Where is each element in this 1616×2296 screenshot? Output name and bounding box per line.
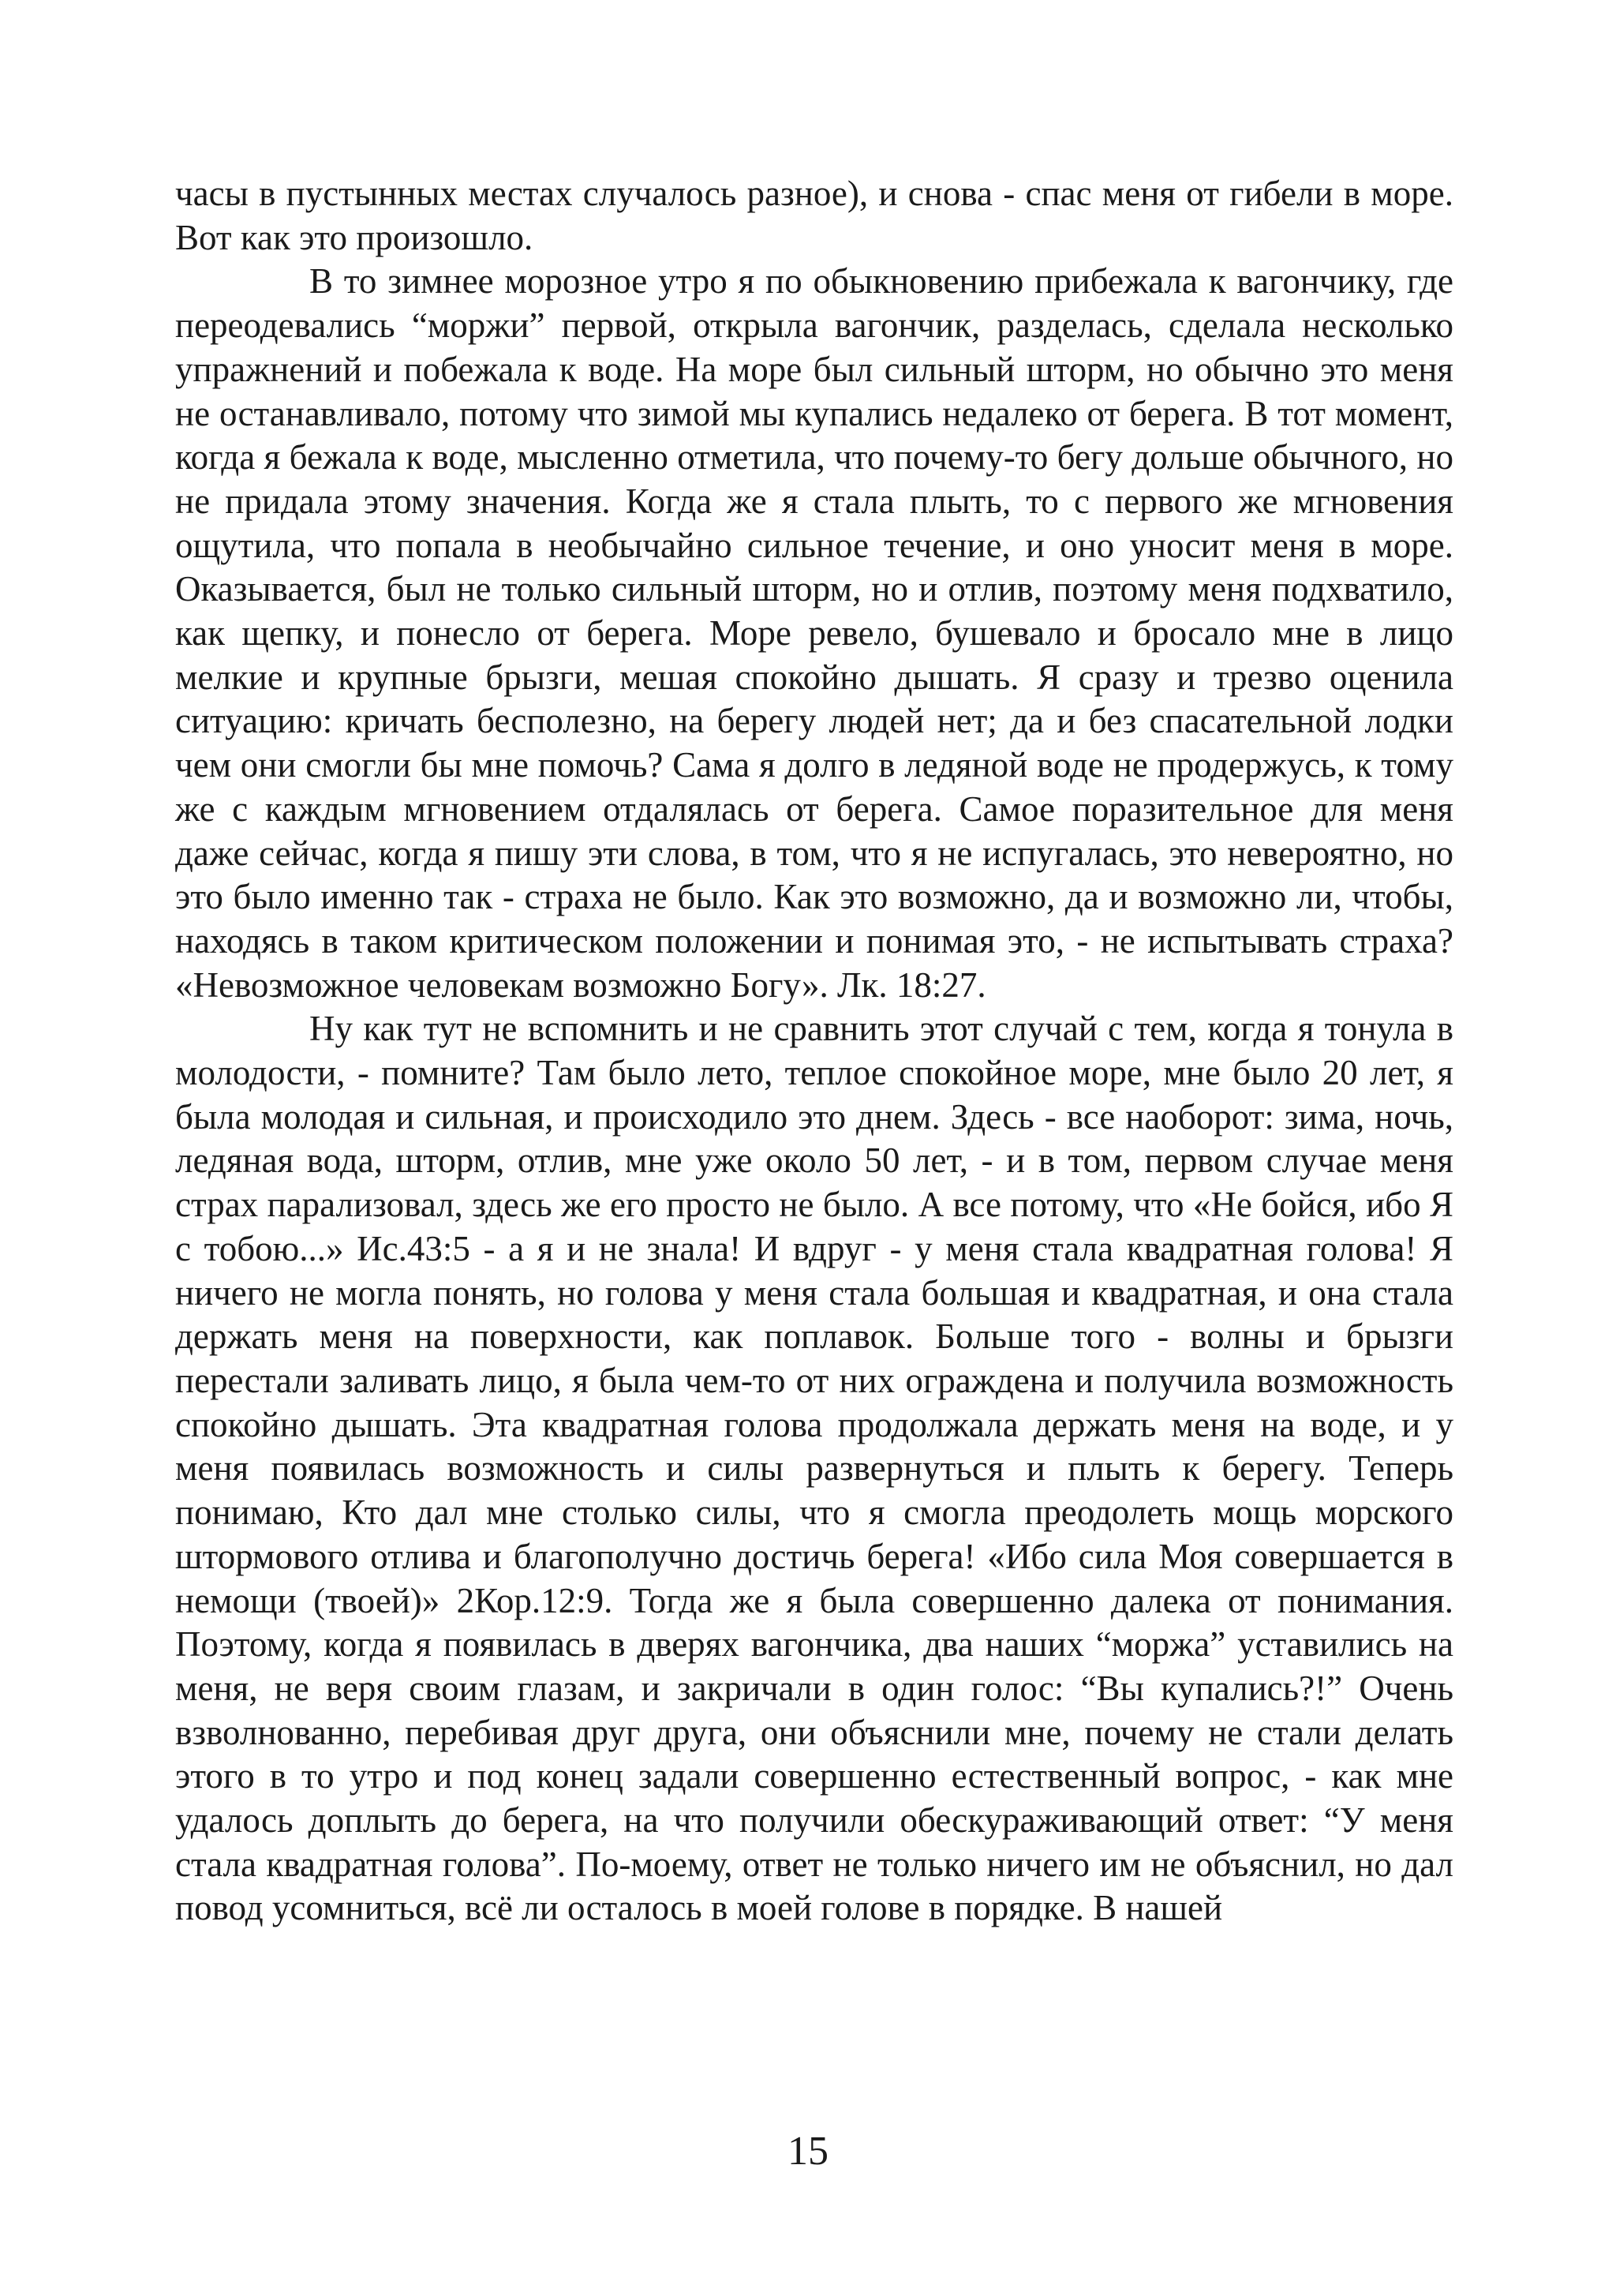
page-number: 15 — [787, 2129, 829, 2174]
paragraph-square-head: Ну как тут не вспомнить и не сравнить этот случай с тем, когда я тонула в молодости, - помните? Там было лето, теплое спокойное море, мне было 20 лет, я была молодая и сильная, и происходило это днем. Здесь - все наоборот: зима, ночь, ледяная вода, шторм, отлив, мне уже около 50 лет, - и в том, первом случае меня страх парализовал, здесь же его просто не было. А все потому, что «Не бойся, ибо Я с тобою...» Ис.43:5 - а я и не знала! И вдруг - у меня стала квадратная голова! Я ничего не могла понять, но голова у меня стала большая и квадратная, и она стала держать меня на поверхности, как поплавок. Больше того - волны и брызги перестали заливать лицо, я была чем-то от них ограждена и получила возможность спокойно дышать. Эта квадратная голова продолжала держать меня на воде, и у меня появилась возможность и силы развернуться и плыть к берегу. Теперь понимаю, Кто дал мне столько силы, что я смогла преодолеть мощь морского штормового отлива и благополучно достичь берега! «Ибо сила Моя совершается в немощи (твоей)» 2Кор.12:9. Тогда же я была совершенно далека от понимания. Поэтому, когда я появилась в дверях вагончика, два наших “моржа” уставились на меня, не веря своим глазам, и закричали в один голос: “Вы купались?!” Очень взволнованно, перебивая друг друга, они объяснили мне, почему не стали делать этого в то утро и под конец задали совершенно естественный вопрос, - как мне удалось доплыть до берега, на что получили обескураживающий ответ: “У меня стала квадратная голова”. По-моему, ответ не только ничего им не объяснил, но дал повод усомниться, всё ли осталось в моей голове в порядке. В нашей — [175, 1009, 1453, 1928]
paragraph-continuation: часы в пустынных местах случалось разное), и снова - спас меня от гибели в море. Вот как это произошло. — [175, 174, 1453, 257]
paragraph-storm-story: В то зимнее морозное утро я по обыкновению прибежала к вагончику, где переодевались “моржи” первой, открыла вагончик, разделась, сделала несколько упражнений и побежала к воде. На море был сильный шторм, но обычно это меня не останавливало, потому что зимой мы купались недалеко от берега. В тот момент, когда я бежала к воде, мысленно отметила, что почему-то бегу дольше обычного, но не придала этому значения. Когда же я стала плыть, то с первого же мгновения ощутила, что попала в необычайно сильное течение, и оно уносит меня в море. Оказывается, был не только сильный шторм, но и отлив, поэтому меня подхватило, как щепку, и понесло от берега. Море ревело, бушевало и бросало мне в лицо мелкие и крупные брызги, мешая спокойно дышать. Я сразу и трезво оценила ситуацию: кричать бесполезно, на берегу людей нет; да и без спасательной лодки чем они смогли бы мне помочь? Сама я долго в ледяной воде не продержусь, к тому же с каждым мгновением отдалялась от берега. Самое поразительное для меня даже сейчас, когда я пишу эти слова, в том, что я не испугалась, это невероятно, но это было именно так - страха не было. Как это возможно, да и возможно ли, чтобы, находясь в таком критическом положении и понимая это, - не испытывать страха? «Невозможное человекам возможно Богу». Лк. 18:27. — [175, 261, 1453, 1005]
body-text — [175, 172, 1453, 1931]
